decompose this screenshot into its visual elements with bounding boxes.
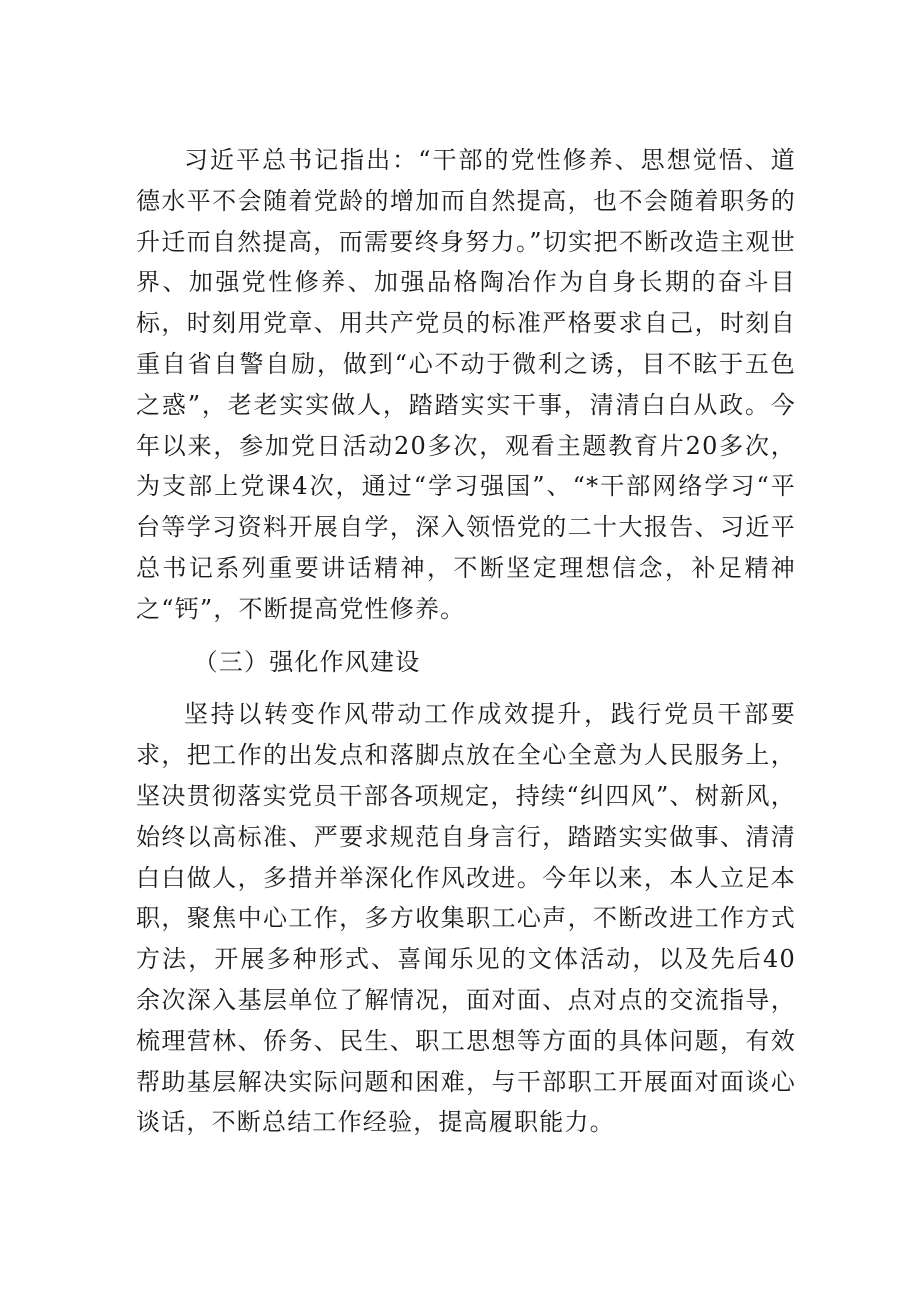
section-heading-work-style: （三）强化作风建设 (193, 647, 421, 676)
document-body (136, 140, 796, 1143)
body-paragraph-party-spirit: 习近平总书记指出：“干部的党性修养、思想觉悟、道德水平不会随着党龄的增加而自然提高，也不会随着职务的升迁而自然提高，而需要终身努力。”切实把不断改造主观世界、加强党性修养、加强品格陶冶作为自身长期的奋斗目标，时刻用党章、用共产党员的标准严格要求自己，时刻自重自省自警自励，做到“心不动于微利之诱，目不眩于五色之惑”，老老实实做人，踏踏实实干事，清清白白从政。今年以来，参加党日活动20多次，观看主题教育片20多次，为支部上党课4次，通过“学习强国”、“*干部网络学习“平台等学习资料开展自学，深入领悟党的二十大报告、习近平总书记系列重要讲话精神，不断坚定理想信念，补足精神之“钙”，不断提高党性修养。 (136, 146, 796, 623)
body-paragraph-work-style: 坚持以转变作风带动工作成效提升，践行党员干部要求，把工作的出发点和落脚点放在全心全意为人民服务上，坚决贯彻落实党员干部各项规定，持续“纠四风”、树新风，始终以高标准、严要求规范自身言行，踏踏实实做事、清清白白做人，多措并举深化作风改进。今年以来，本人立足本职，聚焦中心工作，多方收集职工心声，不断改进工作方式方法，开展多种形式、喜闻乐见的文体活动，以及先后40余次深入基层单位了解情况，面对面、点对点的交流指导，梳理营林、侨务、民生、职工思想等方面的具体问题，有效帮助基层解决实际问题和困难，与干部职工开展面对面谈心谈话，不断总结工作经验，提高履职能力。 (136, 700, 796, 1137)
